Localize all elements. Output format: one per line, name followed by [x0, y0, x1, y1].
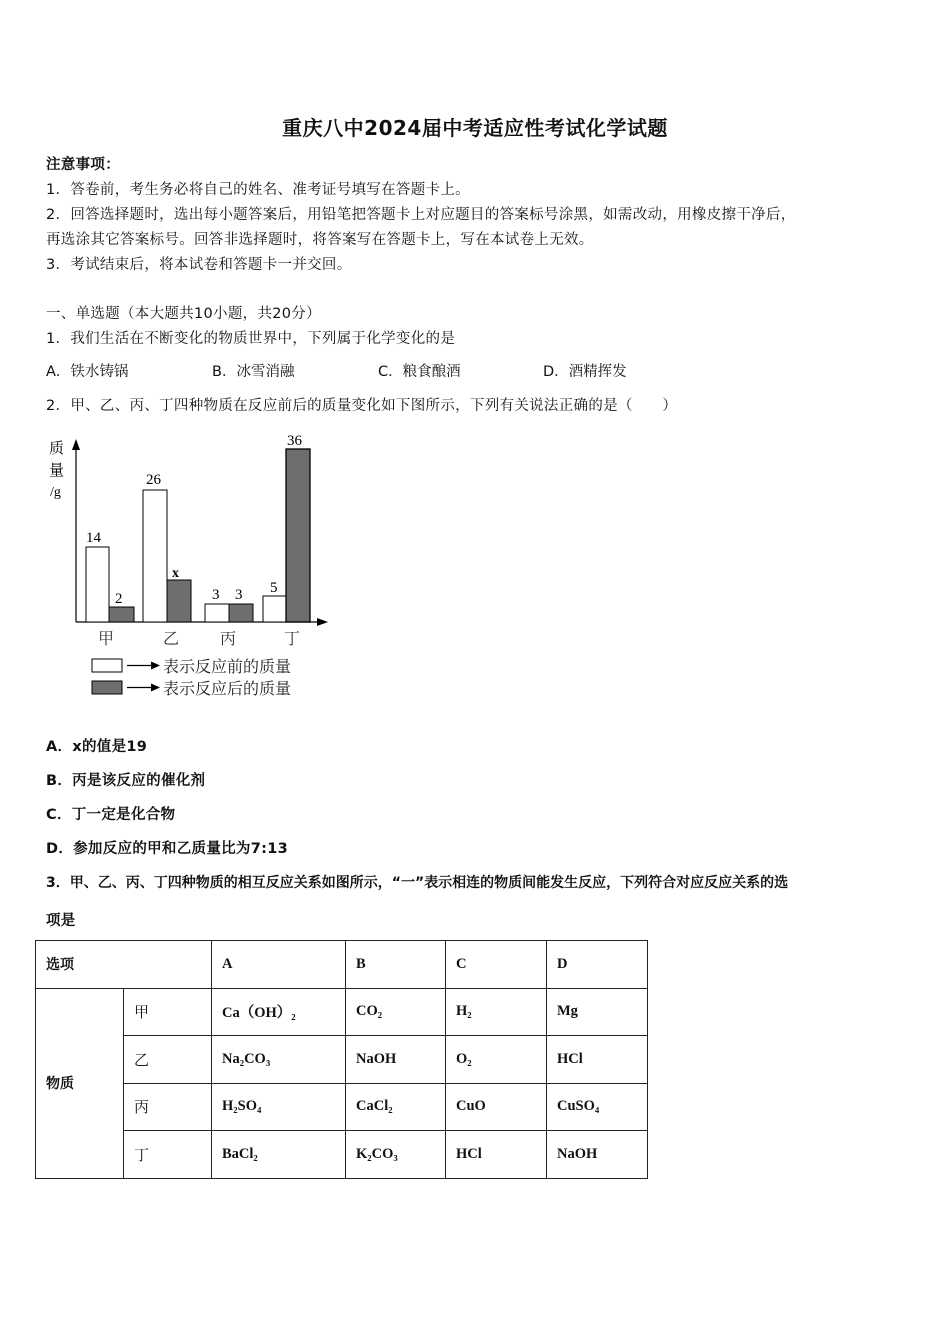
cell-a: H₂SO₄ [212, 1083, 346, 1131]
label-yi-after: x [172, 566, 179, 581]
x-axis-arrow-icon [317, 618, 328, 626]
cell-c: H₂ [446, 988, 547, 1036]
mass-change-bar-chart [40, 425, 340, 715]
q1-option-b: B．冰雪消融 [212, 364, 295, 380]
legend-label-before: 表示反应前的质量 [163, 659, 292, 676]
notice-heading: 注意事项： [46, 157, 120, 173]
header-option: 选项 [36, 941, 212, 989]
arrow-right-icon [151, 662, 160, 670]
q2-option-c: C．丁一定是化合物 [46, 807, 176, 823]
cell-c: HCl [446, 1131, 547, 1179]
header-d: D [547, 941, 648, 989]
question-3-stem: 3．甲、乙、丙、丁四种物质的相互反应关系如图所示，“一”表示相连的物质间能发生反应，下列符合对应反应关系的选 [46, 875, 789, 891]
q2-option-d: D．参加反应的甲和乙质量比为7:13 [46, 841, 289, 857]
header-b: B [346, 941, 446, 989]
row-label: 甲 [124, 988, 212, 1036]
y-axis-label-2: 量 [49, 463, 65, 479]
bar-yi-after [167, 580, 191, 622]
category-jia: 甲 [98, 631, 115, 648]
y-axis-arrow-icon [72, 439, 80, 450]
legend-before [92, 657, 291, 676]
cell-c: CuO [446, 1083, 547, 1131]
header-c: C [446, 941, 547, 989]
page-title: 重庆八中2024届中考适应性考试化学试题 [282, 116, 668, 140]
bar-bing-after [229, 604, 253, 622]
notice-item-2: 2．回答选择题时，选出每小题答案后，用铅笔把答题卡上对应题目的答案标号涂黑，如需改动，用橡皮擦干净后， [46, 207, 796, 223]
label-jia-before: 14 [86, 530, 101, 546]
row-label: 乙 [124, 1036, 212, 1084]
cell-b: K₂CO₃ [346, 1131, 446, 1179]
y-axis-label-1: 质 [49, 441, 65, 457]
notice-item-2-cont: 再选涂其它答案标号。回答非选择题时，将答案写在答题卡上，写在本试卷上无效。 [46, 232, 594, 248]
row-label: 丁 [124, 1131, 212, 1179]
label-jia-after: 2 [115, 591, 123, 607]
bar-yi-before [143, 490, 167, 622]
section-heading: 一、单选题（本大题共10小题，共20分） [46, 306, 321, 322]
table-row [36, 1131, 648, 1179]
notice-item-1: 1．答卷前，考生务必将自己的姓名、准考证号填写在答题卡上。 [46, 182, 470, 198]
question-2-stem: 2．甲、乙、丙、丁四种物质在反应前后的质量变化如下图所示，下列有关说法正确的是（ ） [46, 398, 678, 414]
q2-option-a: A．x的值是19 [46, 739, 148, 755]
bar-ding-before [263, 596, 286, 622]
q1-option-a: A．铁水铸锅 [46, 364, 129, 380]
label-bing-before: 3 [212, 587, 220, 603]
legend-after [92, 679, 291, 698]
cell-b: CaCl₂ [346, 1083, 446, 1131]
notice-item-3: 3．考试结束后，将本试卷和答题卡一并交回。 [46, 257, 352, 273]
bar-jia-after [109, 607, 134, 622]
legend-label-after: 表示反应后的质量 [163, 681, 292, 698]
arrow-right-icon [151, 684, 160, 692]
question-1-stem: 1．我们生活在不断变化的物质世界中，下列属于化学变化的是 [46, 331, 456, 347]
label-ding-before: 5 [270, 580, 278, 596]
bar-bing-before [205, 604, 229, 622]
question-3-stem-cont: 项是 [46, 913, 76, 929]
row-label: 丙 [124, 1083, 212, 1131]
bar-jia-before [86, 547, 109, 622]
label-yi-before: 26 [146, 472, 161, 488]
cell-d: NaOH [547, 1131, 648, 1179]
header-a: A [212, 941, 346, 989]
category-ding: 丁 [284, 631, 301, 648]
q1-option-c: C．粮食酿酒 [378, 364, 461, 380]
label-ding-after: 36 [287, 433, 302, 449]
cell-d: HCl [547, 1036, 648, 1084]
cell-b: CO₂ [346, 988, 446, 1036]
table-row [36, 1036, 648, 1084]
group-label: 物质 [36, 988, 124, 1178]
y-axis-label-3: /g [50, 485, 61, 500]
label-bing-after: 3 [235, 587, 243, 603]
legend-swatch-before [92, 659, 122, 672]
cell-a: BaCl₂ [212, 1131, 346, 1179]
table-row [36, 988, 648, 1036]
bar-ding-after [286, 449, 310, 622]
q1-option-d: D．酒精挥发 [543, 364, 627, 380]
table-row [36, 1083, 648, 1131]
cell-c: O₂ [446, 1036, 547, 1084]
category-bing: 丙 [220, 631, 237, 648]
cell-b: NaOH [346, 1036, 446, 1084]
table-header-row [36, 941, 648, 989]
category-yi: 乙 [163, 631, 180, 648]
cell-d: CuSO₄ [547, 1083, 648, 1131]
substance-table [35, 940, 648, 1179]
legend-swatch-after [92, 681, 122, 694]
cell-a: Ca（OH）₂ [212, 988, 346, 1036]
cell-a: Na₂CO₃ [212, 1036, 346, 1084]
q2-option-b: B．丙是该反应的催化剂 [46, 773, 206, 789]
cell-d: Mg [547, 988, 648, 1036]
